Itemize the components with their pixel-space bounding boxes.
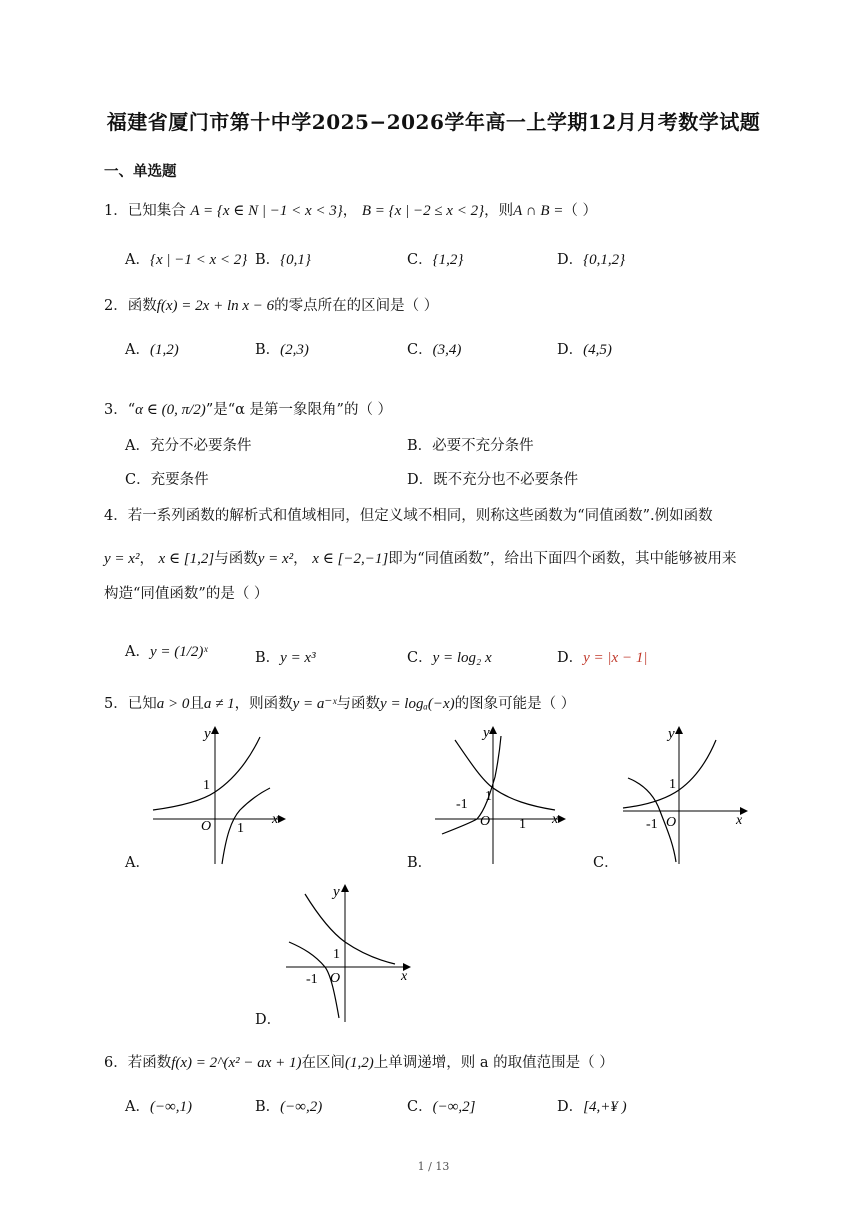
question-text: 且 — [189, 696, 204, 712]
option-text: {0,1} — [280, 252, 311, 268]
option-label: B． — [255, 1099, 281, 1115]
math-expression: B = {x | −2 ≤ x < 2} — [361, 203, 485, 219]
option-d: D． — [255, 1012, 282, 1028]
question-text: 已知 — [127, 696, 157, 712]
option-label: A． — [125, 438, 150, 454]
question-6 — [104, 1053, 614, 1073]
question-3 — [104, 400, 392, 420]
option-d — [557, 1097, 627, 1117]
math-expression: α ∈ (0, π/2) — [135, 402, 206, 418]
option-label: C． — [125, 472, 151, 488]
question-5 — [104, 694, 575, 714]
option-label: A． — [125, 1099, 150, 1115]
option-a: A． — [125, 855, 150, 871]
math-expression: a ≠ 1 — [203, 696, 235, 712]
option-label: A． — [125, 644, 150, 660]
option-label: C． — [407, 1099, 433, 1115]
math-expression: x ∈ [−2,−1] — [312, 551, 389, 567]
option-label: D． — [557, 1099, 584, 1115]
option-label: B． — [255, 342, 281, 358]
page-number: 1 / 13 — [417, 1160, 450, 1173]
option-text: (−∞,2] — [432, 1099, 476, 1115]
question-text: 函数 — [127, 298, 157, 314]
option-a — [125, 436, 251, 456]
question-text: 若函数 — [127, 1055, 172, 1071]
math-expression: f(x) = 2^(x² − ax + 1) — [171, 1055, 302, 1071]
option-text: {0,1,2} — [583, 252, 626, 268]
option-a — [125, 340, 179, 360]
option-b: B． — [407, 855, 433, 871]
option-text: (2,3) — [280, 342, 309, 358]
tick-label: -1 — [456, 797, 468, 812]
option-label: B． — [407, 438, 433, 454]
option-text: y = (1/2)ˣ — [149, 644, 208, 660]
origin-label: O — [330, 971, 341, 986]
question-text: 若一系列函数的解析式和值域相同，但定义域不相同，则称这些函数为“同值函数”.例如函数 — [127, 508, 713, 524]
question-1 — [104, 201, 597, 221]
option-label: C． — [407, 252, 433, 268]
option-label: B． — [255, 252, 281, 268]
option-text: y = x³ — [280, 650, 316, 666]
question-text: ，则 — [484, 203, 514, 219]
option-label: D． — [407, 472, 434, 488]
option-c — [407, 648, 492, 668]
option-text: [4,+¥ ) — [583, 1099, 627, 1115]
option-text: 充要条件 — [150, 472, 209, 488]
math-expression: y = logₐ(−x) — [380, 696, 455, 712]
question-text: “ — [127, 402, 136, 418]
option-c — [407, 250, 463, 270]
option-text: (1,2) — [149, 342, 179, 358]
question-4-line-2 — [104, 549, 737, 569]
tick-label: 1 — [333, 947, 340, 962]
option-text: (4,5) — [583, 342, 612, 358]
y-axis-label: y — [333, 884, 340, 900]
exam-title: 福建省厦门市第十中学2025−2026学年高一上学期12月月考数学试题 — [106, 110, 761, 134]
y-axis-label: y — [204, 726, 211, 742]
tick-label: 1 — [485, 789, 492, 804]
question-text: 已知集合 — [127, 203, 186, 219]
option-text: y = log₂ x — [432, 650, 492, 666]
graph-a — [148, 722, 288, 867]
question-text: ， — [342, 203, 358, 219]
option-label: C． — [407, 650, 433, 666]
math-expression: f(x) = 2x + ln x − 6 — [156, 298, 275, 314]
question-number: 4． — [104, 508, 128, 524]
math-expression: y = x² — [104, 551, 140, 567]
origin-label: O — [201, 819, 212, 834]
tick-label: 1 — [519, 817, 526, 832]
x-axis-label: x — [736, 813, 743, 828]
x-axis-label: x — [272, 812, 279, 827]
option-label: C． — [407, 342, 433, 358]
option-text: (−∞,2) — [280, 1099, 323, 1115]
option-text: 必要不充分条件 — [432, 438, 534, 454]
question-text: 的零点所在的区间是（ ） — [274, 298, 439, 314]
option-d — [557, 250, 625, 270]
x-axis-label: x — [401, 969, 408, 984]
option-label: A． — [125, 342, 150, 358]
math-expression: y = x² — [257, 551, 294, 567]
question-text: ，则函数 — [234, 696, 293, 712]
option-b — [255, 340, 309, 360]
option-label: A． — [125, 252, 150, 268]
graph-c — [618, 722, 758, 867]
question-text: 上单调递增，则 a 的取值范围是（ ） — [373, 1055, 614, 1071]
option-text: (3,4) — [432, 342, 462, 358]
question-text: 即为“同值函数”，给出下面四个函数，其中能够被用来 — [388, 551, 737, 567]
question-text: ， — [293, 551, 308, 567]
option-c: C． — [593, 855, 619, 871]
question-text: 在区间 — [301, 1055, 346, 1071]
option-d — [557, 648, 647, 668]
option-label: D． — [557, 650, 584, 666]
option-d — [407, 470, 578, 490]
question-4-line-3: 构造“同值函数”的是（ ） — [104, 586, 269, 602]
tick-label: -1 — [646, 817, 658, 832]
option-text: 既不充分也不必要条件 — [433, 472, 579, 488]
tick-label: -1 — [306, 972, 318, 987]
option-label: D． — [557, 342, 584, 358]
math-expression: y = a⁻ˣ — [292, 696, 337, 712]
question-number: 6． — [104, 1055, 128, 1071]
question-text: ”是“α 是第一象限角”的（ ） — [205, 402, 393, 418]
option-c — [407, 1097, 476, 1117]
math-expression: (1,2) — [345, 1055, 374, 1071]
tick-label: 1 — [237, 821, 244, 836]
origin-label: O — [480, 814, 491, 829]
option-b — [407, 436, 534, 456]
option-label: D． — [557, 252, 584, 268]
tick-label: 1 — [669, 777, 676, 792]
tick-label: 1 — [203, 778, 210, 793]
origin-label: O — [666, 815, 677, 830]
question-4 — [104, 506, 713, 526]
option-b — [255, 648, 316, 668]
math-expression: a > 0 — [156, 696, 190, 712]
section-heading: 一、单选题 — [104, 163, 177, 180]
option-a — [125, 250, 247, 270]
y-axis-label: y — [483, 725, 490, 741]
option-text: {x | −1 < x < 2} — [149, 252, 248, 268]
math-expression: A = {x ∈ N | −1 < x < 3} — [190, 203, 343, 219]
question-text: ， — [139, 551, 154, 567]
graph-d — [283, 880, 423, 1025]
x-axis-label: x — [552, 812, 559, 827]
question-number: 3． — [104, 402, 128, 418]
option-a — [125, 1097, 192, 1117]
option-a — [125, 642, 208, 662]
y-axis-label: y — [668, 726, 675, 742]
question-text: （ ） — [563, 203, 597, 219]
option-d — [557, 340, 612, 360]
option-b — [255, 1097, 322, 1117]
question-text: 与函数 — [214, 551, 258, 567]
question-number: 1． — [104, 203, 128, 219]
option-text: {1,2} — [432, 252, 464, 268]
question-text: 的图象可能是（ ） — [454, 696, 576, 712]
math-expression: A ∩ B = — [513, 203, 564, 219]
question-number: 2． — [104, 298, 128, 314]
graph-b — [430, 722, 570, 867]
option-label: B． — [255, 650, 281, 666]
option-text: 充分不必要条件 — [149, 438, 252, 454]
question-2 — [104, 296, 438, 316]
question-number: 5． — [104, 696, 128, 712]
question-text: 与函数 — [336, 696, 381, 712]
option-text: (−∞,1) — [149, 1099, 193, 1115]
option-b — [255, 250, 311, 270]
option-text-highlighted: y = |x − 1| — [583, 650, 648, 666]
math-expression: x ∈ [1,2] — [158, 551, 215, 567]
option-c — [125, 470, 209, 490]
option-c — [407, 340, 461, 360]
